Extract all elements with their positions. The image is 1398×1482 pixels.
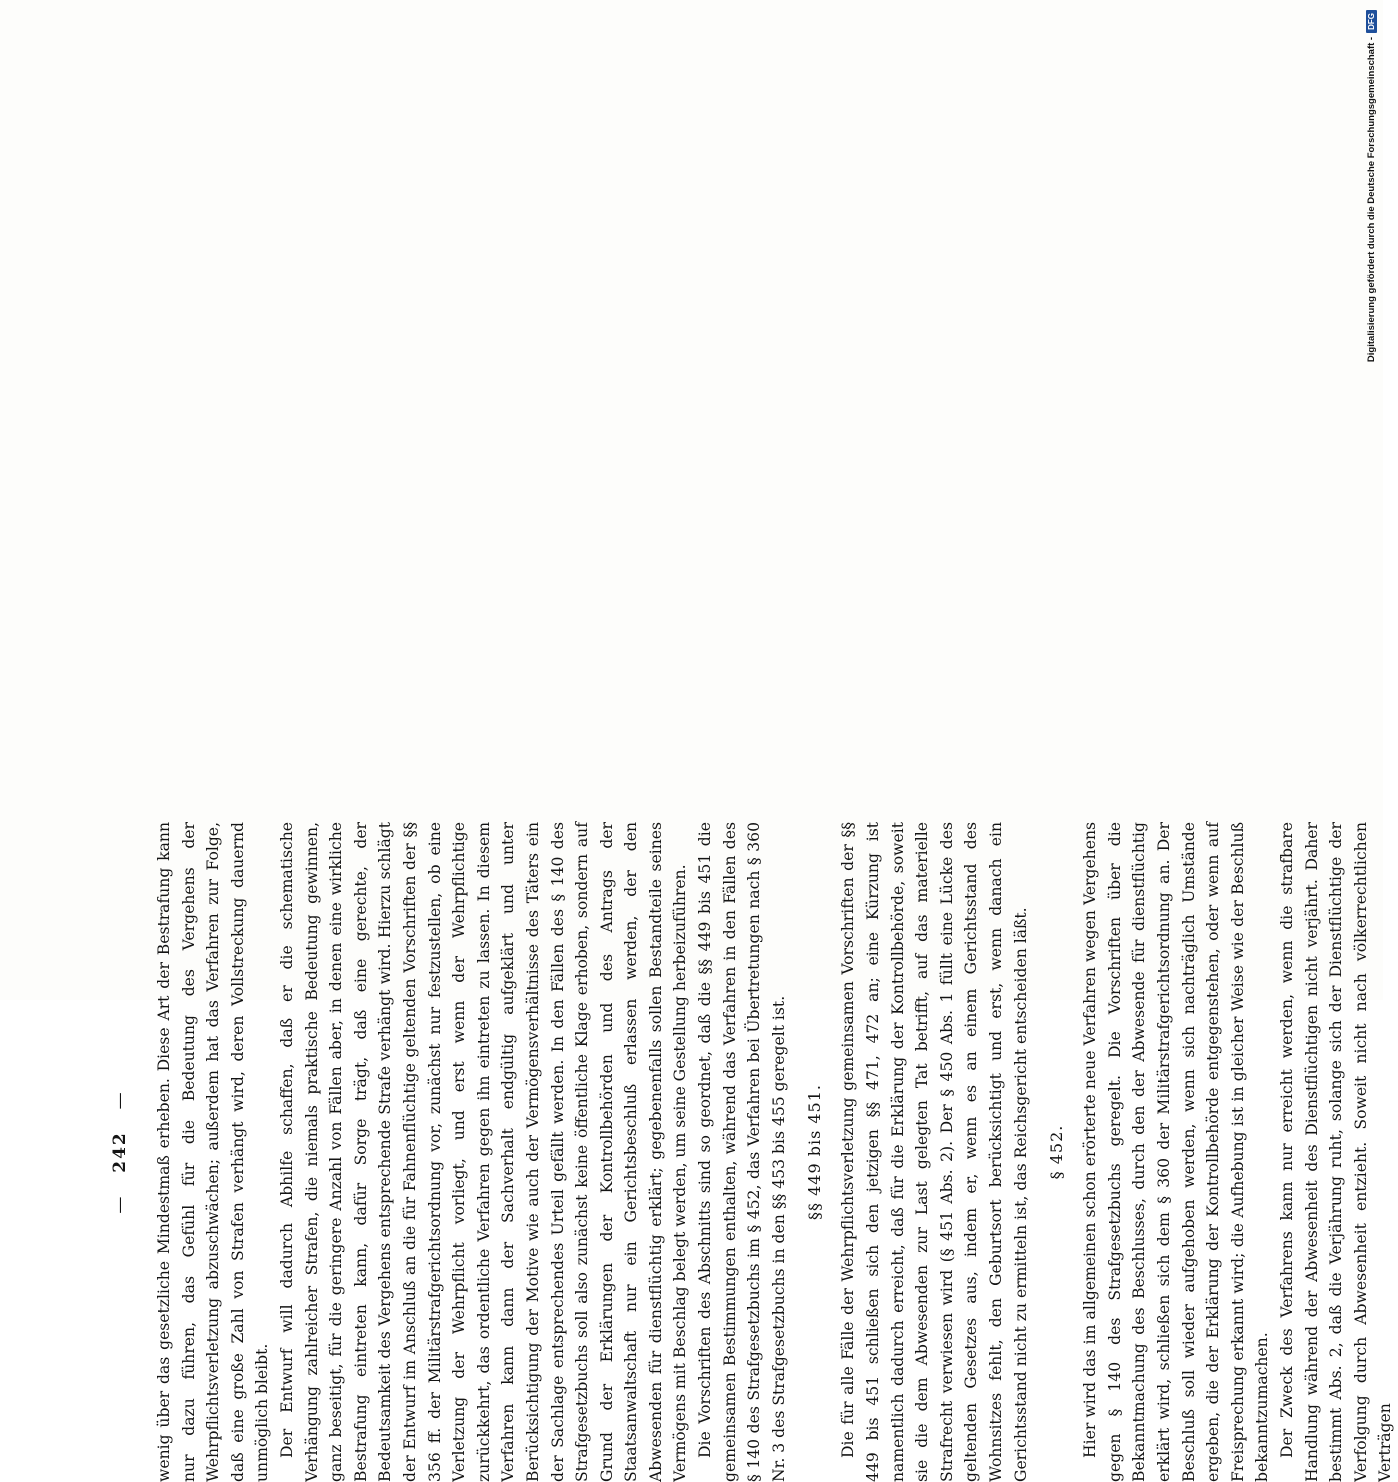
section-heading: § 452.: [1047, 1124, 1067, 1180]
header-dash-left: —: [110, 1194, 130, 1214]
paragraph: Hier wird das im allgemeinen schon erörterte neue Verfahren wegen Vergehens gegen § 140 des Strafgesetzbuchs geregelt. Die Vorschriften über die Bekanntmachung des Beschlusses, durch den der Abwesende für dienstflüchtig erklärt wird, schließen sich dem § 360 der Militärstrafgerichtsordnung an. Der Beschluß soll wieder aufgehoben werden, wenn sich nachträglich Umstände ergeben, die der Erklärung der Kontrollbehörde entgegenstehen, oder wenn auf Freisprechung erkannt wird; die Aufhebung ist in gleicher Weise wie der Beschluß bekanntzumachen.: [1081, 822, 1272, 1482]
paragraph: Die für alle Fälle der Wehrpflichtsverletzung gemeinsamen Vorschriften der §§ 449 bis 451 schließen sich den jetzigen §§ 471, 472 an; eine Kürzung ist namentlich dadurch erreicht, daß für die Erklärung der Kontrollbehörde, soweit sie die dem Abwesenden zur Last gelegten Tat betrifft, auf das materielle Strafrecht verwiesen wird (§ 451 Abs. 2). Der § 450 Abs. 1 füllt eine Lücke des geltenden Gesetzes aus, indem er, wenn es an einem Gerichtsstand des Wohnsitzes fehlt, den Geburtsort berücksichtigt und erst, wenn danach ein Gerichtsstand nicht zu ermitteln ist, das Reichsgericht entscheiden läßt.: [839, 822, 1030, 1482]
paragraph: wenig über das gesetzliche Mindestmaß erheben. Diese Art der Bestrafung kann nur dazu führen, das Gefühl für die Bedeutung des Vergehens der Wehrpflichtsverletzung abzuschwächen; außerdem hat das Verfahren zur Folge, daß eine große Zahl von Strafen verhängt wird, deren Vollstreckung dauernd unmöglich bleibt.: [155, 822, 272, 1482]
header-dash-right: —: [110, 1090, 130, 1110]
page-content: [110, 822, 1395, 1482]
paragraph: Der Zweck des Verfahrens kann nur erreicht werden, wenn die strafbare Handlung während der Abwesenheit des Dienstflüchtigen nicht verjährt. Daher bestimmt Abs. 2, daß die Verjährung ruht, solange sich der Dienstflüchtige der Verfolgung durch Abwesenheit entzieht. Soweit nicht nach völkerrechtlichen Verträgen: [1277, 822, 1395, 1482]
page-number: 242: [110, 1131, 130, 1173]
credit-text: Digitalisierung gefördert durch die Deutsche Forschungsgemeinschaft -: [1365, 36, 1377, 363]
paragraph: Die Vorschriften des Abschnitts sind so geordnet, daß die §§ 449 bis 451 die gemeinsamen Bestimmungen enthalten, während das Verfahren in den Fällen des § 140 des Strafgesetzbuchs im § 452, das Verfahren bei Übertretungen nach § 360 Nr. 3 des Strafgesetzbuchs in den §§ 453 bis 455 geregelt ist.: [696, 822, 788, 1482]
section-heading: §§ 449 bis 451.: [805, 1084, 825, 1220]
page-header: [110, 822, 130, 1482]
paragraph: Der Entwurf will dadurch Abhilfe schaffen, daß er die schematische Verhängung zahlreicher Strafen, die niemals praktische Bedeutung gewinnen, ganz beseitigt, für die geringere Anzahl von Fällen aber, in denen eine wirkliche Bestrafung eintreten kann, dafür Sorge trägt, daß eine gerechte, der Bedeutsamkeit des Vergehens entsprechende Strafe verhängt wird. Hierzu schlägt der Entwurf im Anschluß an die für Fahnenflüchtige geltenden Vorschriften der §§ 356 ff. der Militärstrafgerichtsordnung vor, zunächst nur festzustellen, ob eine Verletzung der Wehrpflicht vorliegt, und erst wenn der Wehrpflichtige zurückkehrt, das ordentliche Verfahren gegen ihn eintreten zu lassen. In diesem Verfahren kann dann der Sachverhalt endgültig aufgeklärt und unter Berücksichtigung der Motive wie auch der Vermögensverhältnisse des Täters ein der Sachlage entsprechendes Urteil gefällt werden. In den Fällen des § 140 des Strafgesetzbuchs soll also zunächst keine öffentliche Klage erhoben, sondern auf Grund der Erklärungen der Kontrollbehörden und des Antrags der Staatsanwaltschaft nur ein Gerichtsbeschluß erlassen werden, der den Abwesenden für dienstflüchtig erklärt; gegebenenfalls sollen Bestandteile seines Vermögens mit Beschlag belegt werden, um seine Gestellung herbeizuführen.: [277, 822, 690, 1482]
digitization-credit: [1361, 10, 1381, 990]
rotated-page: [110, 822, 1395, 1482]
dfg-logo: DFG: [1366, 10, 1377, 33]
